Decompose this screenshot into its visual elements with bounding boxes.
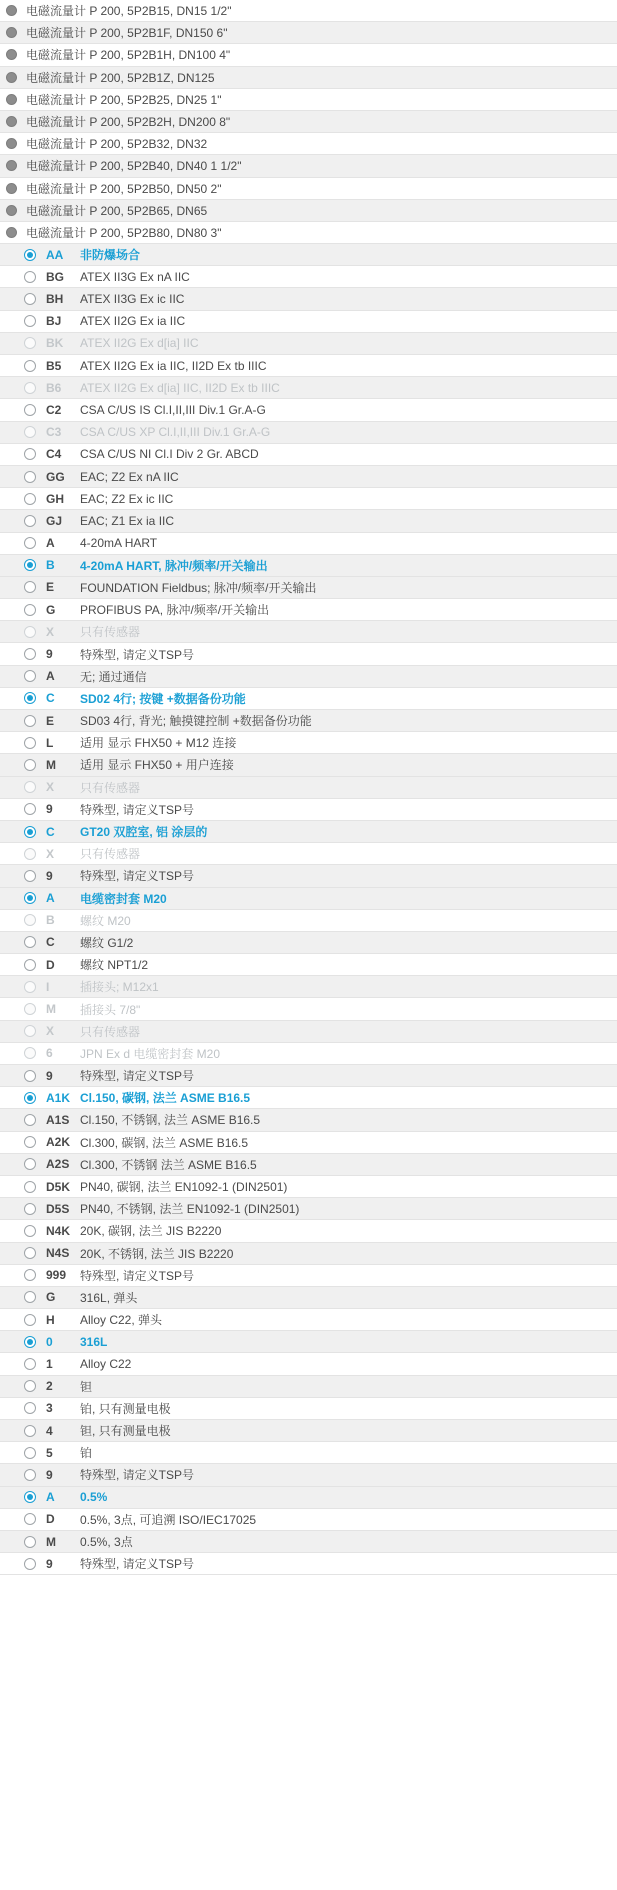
option-label: CSA C/US NI Cl.I Div 2 Gr. ABCD [80,447,259,462]
option-label: 电缆密封套 M20 [80,891,167,906]
option-radio-icon [24,981,36,993]
product-row[interactable] [0,155,617,177]
option-row[interactable] [0,932,617,954]
option-radio-icon[interactable] [24,1491,36,1503]
option-row [0,1043,617,1065]
option-radio-icon[interactable] [24,471,36,483]
option-radio-icon [24,781,36,793]
option-row[interactable] [0,466,617,488]
option-code: BH [46,292,64,307]
option-row[interactable] [0,799,617,821]
option-radio-icon [24,914,36,926]
option-radio-icon[interactable] [24,559,36,571]
option-label: Cl.150, 碳钢, 法兰 ASME B16.5 [80,1091,251,1106]
option-code: 9 [46,868,53,883]
option-label: 只有传感器 [80,847,141,862]
option-code: M [46,1002,56,1017]
product-label: 电磁流量计 P 200, 5P2B1F, DN150 6" [26,26,228,41]
product-bullet-icon [6,183,17,194]
option-row[interactable] [0,643,617,665]
option-label: 特殊型, 请定义TSP号 [80,1557,195,1572]
option-row[interactable] [0,865,617,887]
product-label: 电磁流量计 P 200, 5P2B40, DN40 1 1/2" [26,159,242,174]
product-bullet-icon [6,116,17,127]
option-row[interactable] [0,1487,617,1509]
option-label: Alloy C22, 弹头 [80,1313,163,1328]
option-label: 钽 [80,1379,93,1394]
option-label: 4-20mA HART, 脉冲/频率/开关输出 [80,558,268,573]
product-row[interactable] [0,111,617,133]
option-code: 1 [46,1357,53,1372]
option-code: 9 [46,1556,53,1571]
product-label: 电磁流量计 P 200, 5P2B65, DN65 [26,203,208,218]
option-row[interactable] [0,688,617,710]
option-code: L [46,735,54,750]
option-code: 5 [46,1445,53,1460]
option-label: ATEX II2G Ex ia IIC, II2D Ex tb IIIC [80,358,267,373]
product-row[interactable] [0,67,617,89]
option-code: 9 [46,1068,53,1083]
product-label: 电磁流量计 P 200, 5P2B32, DN32 [26,137,208,152]
option-row[interactable] [0,1398,617,1420]
option-row[interactable] [0,488,617,510]
option-label: 适用 显示 FHX50 + M12 连接 [80,736,237,751]
option-label: Cl.300, 碳钢, 法兰 ASME B16.5 [80,1135,249,1150]
option-label: 插接头; M12x1 [80,980,159,995]
option-label: 316L [80,1334,108,1349]
option-row[interactable] [0,1331,617,1353]
option-radio-icon [24,1003,36,1015]
option-code: X [46,1024,55,1039]
option-row [0,1021,617,1043]
option-row[interactable] [0,1309,617,1331]
option-row [0,976,617,998]
option-code: G [46,602,56,617]
option-code: BJ [46,314,62,329]
option-radio-icon[interactable] [24,803,36,815]
product-row[interactable] [0,200,617,222]
option-label: CSA C/US IS Cl.I,II,III Div.1 Gr.A-G [80,402,266,417]
product-bullet-icon [6,160,17,171]
option-radio-icon[interactable] [24,1425,36,1437]
option-code: E [46,580,55,595]
option-label: EAC; Z2 Ex ic IIC [80,491,174,506]
option-radio-icon[interactable] [24,493,36,505]
option-radio-icon[interactable] [24,1314,36,1326]
option-radio-icon[interactable] [24,1291,36,1303]
option-radio-icon[interactable] [24,448,36,460]
option-code: B5 [46,358,62,373]
option-code: C [46,935,55,950]
option-label: Cl.300, 不锈钢 法兰 ASME B16.5 [80,1157,257,1172]
option-row[interactable] [0,1154,617,1176]
option-row[interactable] [0,1464,617,1486]
option-row [0,333,617,355]
option-code: 9 [46,802,53,817]
option-radio-icon[interactable] [24,715,36,727]
option-label: 4-20mA HART [80,536,158,551]
option-code: B6 [46,380,62,395]
option-row[interactable] [0,266,617,288]
option-code: BG [46,269,64,284]
option-label: SD03 4行, 背光; 触摸键控制 +数据备份功能 [80,714,312,729]
option-label: ATEX II2G Ex d[ia] IIC [80,336,199,351]
option-label: 特殊型, 请定义TSP号 [80,647,195,662]
option-radio-icon [24,848,36,860]
option-code: X [46,846,55,861]
option-row[interactable] [0,577,617,599]
option-radio-icon[interactable] [24,271,36,283]
option-code: C [46,691,55,706]
option-code: X [46,624,55,639]
option-radio-icon [24,1047,36,1059]
option-code: N4K [46,1223,71,1238]
option-row[interactable] [0,954,617,976]
option-radio-icon[interactable] [24,360,36,372]
option-radio-icon[interactable] [24,892,36,904]
option-row[interactable] [0,666,617,688]
option-radio-icon[interactable] [24,315,36,327]
option-label: 适用 显示 FHX50 + 用户连接 [80,758,234,773]
option-label: 0.5%, 3点, 可追溯 ISO/IEC17025 [80,1512,257,1527]
option-radio-icon [24,426,36,438]
option-label: 插接头 7/8" [80,1002,141,1017]
product-bullet-icon [6,94,17,105]
option-label: ATEX II2G Ex d[ia] IIC, II2D Ex tb IIIC [80,380,280,395]
option-label: 只有传感器 [80,780,141,795]
option-row[interactable] [0,821,617,843]
option-radio-icon[interactable] [24,249,36,261]
option-code: 3 [46,1401,53,1416]
option-radio-icon[interactable] [24,1203,36,1215]
product-row[interactable] [0,222,617,244]
option-code: C [46,824,55,839]
option-label: 特殊型, 请定义TSP号 [80,802,195,817]
option-code: 0 [46,1334,53,1349]
product-label: 电磁流量计 P 200, 5P2B80, DN80 3" [26,225,222,240]
option-label: 特殊型, 请定义TSP号 [80,1069,195,1084]
option-label: 只有传感器 [80,1024,141,1039]
option-code: 999 [46,1268,67,1283]
option-row[interactable] [0,888,617,910]
option-label: SD02 4行; 按键 +数据备份功能 [80,691,246,706]
option-row[interactable] [0,1509,617,1531]
option-row[interactable] [0,1243,617,1265]
option-radio-icon[interactable] [24,692,36,704]
product-label: 电磁流量计 P 200, 5P2B1Z, DN125 [26,70,215,85]
product-bullet-icon [6,138,17,149]
option-code: G [46,1290,56,1305]
option-row[interactable] [0,399,617,421]
option-radio-icon[interactable] [24,648,36,660]
product-bullet-icon [6,5,17,16]
option-radio-icon[interactable] [24,1181,36,1193]
option-radio-icon[interactable] [24,1536,36,1548]
option-radio-icon[interactable] [24,1158,36,1170]
option-label: 特殊型, 请定义TSP号 [80,1268,195,1283]
option-row[interactable] [0,1553,617,1575]
option-label: FOUNDATION Fieldbus; 脉冲/频率/开关输出 [80,580,317,595]
option-label: ATEX II3G Ex nA IIC [80,269,190,284]
option-code: A [46,669,55,684]
option-label: 20K, 碳钢, 法兰 JIS B2220 [80,1224,222,1239]
option-code: X [46,780,55,795]
option-row[interactable] [0,1220,617,1242]
option-radio-icon[interactable] [24,959,36,971]
option-code: C4 [46,447,62,462]
product-row[interactable] [0,0,617,22]
option-code: 9 [46,1467,53,1482]
option-radio-icon[interactable] [24,1336,36,1348]
product-bullet-icon [6,227,17,238]
option-code: D5K [46,1179,71,1194]
option-code: D [46,1512,55,1527]
option-radio-icon[interactable] [24,604,36,616]
option-radio-icon[interactable] [24,1269,36,1281]
option-code: I [46,979,50,994]
option-radio-icon[interactable] [24,1358,36,1370]
option-label: CSA C/US XP Cl.I,II,III Div.1 Gr.A-G [80,425,271,440]
option-code: D [46,957,55,972]
option-radio-icon[interactable] [24,581,36,593]
option-radio-icon[interactable] [24,1136,36,1148]
option-label: 螺纹 G1/2 [80,935,134,950]
option-label: 特殊型, 请定义TSP号 [80,869,195,884]
option-label: GT20 双腔室, 铝 涂层的 [80,825,208,840]
option-code: GH [46,491,64,506]
option-label: EAC; Z2 Ex nA IIC [80,469,179,484]
option-label: 316L, 弹头 [80,1290,138,1305]
option-label: JPN Ex d 电缆密封套 M20 [80,1046,221,1061]
product-row[interactable] [0,44,617,66]
option-radio-icon[interactable] [24,1469,36,1481]
option-row[interactable] [0,1265,617,1287]
option-label: 只有传感器 [80,625,141,640]
product-bullet-icon [6,49,17,60]
option-label: 非防爆场合 [80,248,141,263]
option-row [0,777,617,799]
option-radio-icon[interactable] [24,1114,36,1126]
option-radio-icon[interactable] [24,1380,36,1392]
product-row[interactable] [0,22,617,44]
option-radio-icon[interactable] [24,515,36,527]
option-code: A2K [46,1135,71,1150]
option-row[interactable] [0,1087,617,1109]
option-label: 无; 通过通信 [80,669,147,684]
option-radio-icon[interactable] [24,404,36,416]
option-code: N4S [46,1246,70,1261]
option-row[interactable] [0,244,617,266]
option-row[interactable] [0,533,617,555]
option-radio-icon[interactable] [24,1402,36,1414]
option-code: H [46,1312,55,1327]
option-code: M [46,757,56,772]
option-code: A1K [46,1090,71,1105]
option-code: 6 [46,1046,53,1061]
option-label: PROFIBUS PA, 脉冲/频率/开关输出 [80,603,270,618]
product-label: 电磁流量计 P 200, 5P2B25, DN25 1" [26,92,222,107]
option-label: 铂 [80,1446,93,1461]
option-label: 0.5% [80,1490,108,1505]
option-label: 特殊型, 请定义TSP号 [80,1468,195,1483]
option-row[interactable] [0,1442,617,1464]
option-code: 4 [46,1423,53,1438]
option-code: B [46,558,55,573]
product-bullet-icon [6,205,17,216]
option-row[interactable] [0,732,617,754]
option-radio-icon[interactable] [24,670,36,682]
option-code: 2 [46,1379,53,1394]
option-row[interactable] [0,555,617,577]
option-radio-icon[interactable] [24,936,36,948]
option-label: EAC; Z1 Ex ia IIC [80,513,175,528]
option-label: 钽, 只有测量电极 [80,1424,171,1439]
option-code: M [46,1534,56,1549]
option-label: Cl.150, 不锈钢, 法兰 ASME B16.5 [80,1113,261,1128]
option-code: C2 [46,402,62,417]
option-radio-icon[interactable] [24,1247,36,1259]
option-row [0,621,617,643]
option-row[interactable] [0,1132,617,1154]
option-label: 20K, 不锈钢, 法兰 JIS B2220 [80,1246,234,1261]
option-label: 螺纹 NPT1/2 [80,958,149,973]
option-code: A2S [46,1157,70,1172]
option-row[interactable] [0,288,617,310]
product-label: 电磁流量计 P 200, 5P2B1H, DN100 4" [26,48,231,63]
option-label: Alloy C22 [80,1357,132,1372]
option-radio-icon[interactable] [24,1092,36,1104]
option-row [0,843,617,865]
option-code: A [46,1490,55,1505]
product-label: 电磁流量计 P 200, 5P2B50, DN50 2" [26,181,222,196]
option-radio-icon[interactable] [24,737,36,749]
option-label: 螺纹 M20 [80,913,131,928]
option-row[interactable] [0,1065,617,1087]
option-row[interactable] [0,599,617,621]
option-label: ATEX II2G Ex ia IIC [80,314,186,329]
product-bullet-icon [6,72,17,83]
option-code: A1S [46,1112,70,1127]
option-row[interactable] [0,1353,617,1375]
option-row [0,910,617,932]
option-code: D5S [46,1201,70,1216]
option-code: C3 [46,425,62,440]
option-code: B [46,913,55,928]
option-radio-icon[interactable] [24,1558,36,1570]
option-radio-icon[interactable] [24,1070,36,1082]
option-row[interactable] [0,754,617,776]
option-label: PN40, 不锈钢, 法兰 EN1092-1 (DIN2501) [80,1202,300,1217]
option-radio-icon[interactable] [24,1225,36,1237]
option-radio-icon[interactable] [24,759,36,771]
option-radio-icon[interactable] [24,826,36,838]
product-row[interactable] [0,133,617,155]
option-row[interactable] [0,1531,617,1553]
option-radio-icon[interactable] [24,537,36,549]
product-bullet-icon [6,27,17,38]
option-code: A [46,536,55,551]
option-row[interactable] [0,1287,617,1309]
option-code: GJ [46,513,63,528]
option-row[interactable] [0,1376,617,1398]
option-code: GG [46,469,65,484]
option-row[interactable] [0,710,617,732]
option-row[interactable] [0,1176,617,1198]
option-row[interactable] [0,1198,617,1220]
option-row [0,422,617,444]
option-code: AA [46,247,64,262]
option-radio-icon [24,1025,36,1037]
option-radio-icon [24,626,36,638]
option-row[interactable] [0,510,617,532]
option-row[interactable] [0,1420,617,1442]
option-label: PN40, 碳钢, 法兰 EN1092-1 (DIN2501) [80,1180,288,1195]
option-row[interactable] [0,444,617,466]
option-row[interactable] [0,355,617,377]
option-label: ATEX II3G Ex ic IIC [80,292,185,307]
option-radio-icon [24,382,36,394]
option-row[interactable] [0,1109,617,1131]
option-radio-icon[interactable] [24,293,36,305]
option-row [0,377,617,399]
product-row[interactable] [0,178,617,200]
option-code: E [46,713,55,728]
option-row [0,998,617,1020]
product-label: 电磁流量计 P 200, 5P2B15, DN15 1/2" [26,4,232,19]
product-label: 电磁流量计 P 200, 5P2B2H, DN200 8" [26,115,231,130]
option-radio-icon[interactable] [24,1513,36,1525]
option-code: 9 [46,647,53,662]
option-code: A [46,891,55,906]
option-row[interactable] [0,311,617,333]
option-radio-icon[interactable] [24,1447,36,1459]
option-label: 0.5%, 3点 [80,1535,133,1550]
product-row[interactable] [0,89,617,111]
option-code: BK [46,336,64,351]
option-radio-icon [24,337,36,349]
option-radio-icon[interactable] [24,870,36,882]
option-label: 铂, 只有测量电极 [80,1401,171,1416]
